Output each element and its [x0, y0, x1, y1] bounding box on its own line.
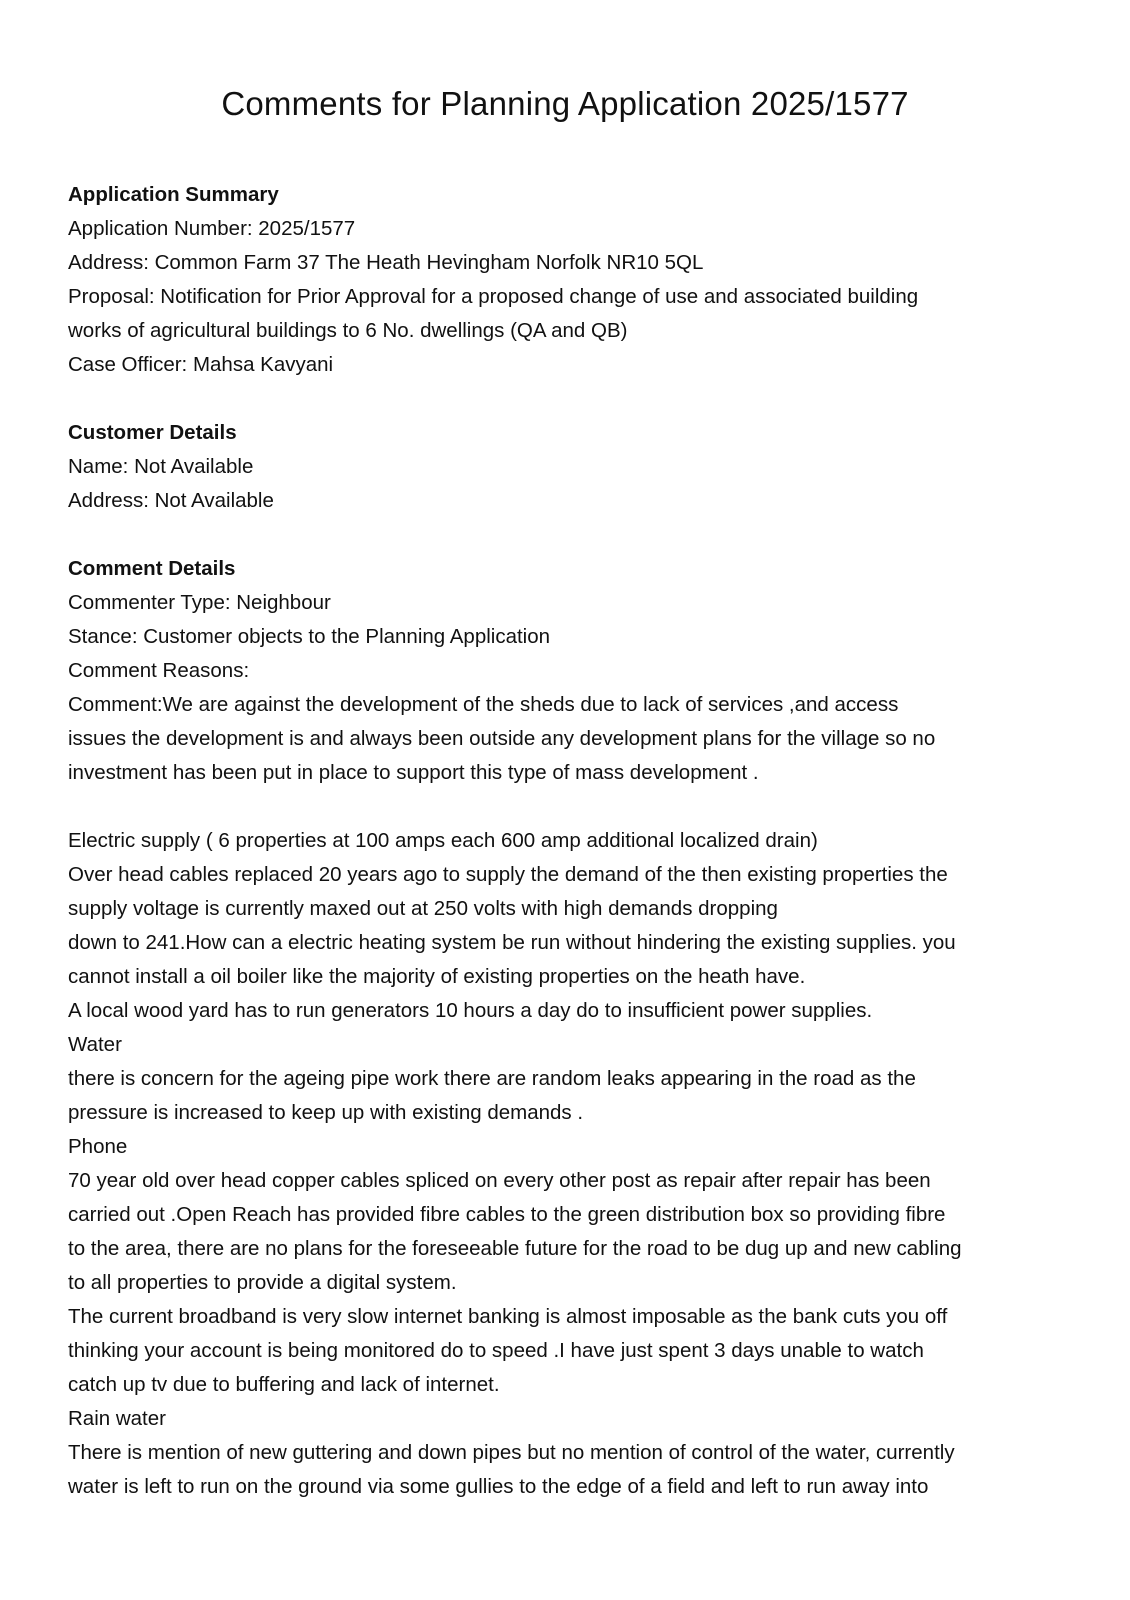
comment-line: 70 year old over head copper cables spliced on every other post as repair after repair has been: [68, 1169, 931, 1192]
comment-line: Comment:We are against the development of the sheds due to lack of services ,and access: [68, 693, 899, 716]
document-body: [68, 178, 1068, 1504]
application-number: Application Number: 2025/1577: [68, 217, 356, 240]
comment-subheading-rain-water: Rain water: [68, 1407, 166, 1430]
comment-line: pressure is increased to keep up with existing demands .: [68, 1101, 584, 1124]
proposal-line-2: works of agricultural buildings to 6 No. dwellings (QA and QB): [68, 319, 628, 342]
comment-line: water is left to run on the ground via some gullies to the edge of a field and left to run away into: [68, 1475, 929, 1498]
comment-details-heading: Comment Details: [68, 557, 236, 580]
comment-line: carried out .Open Reach has provided fibre cables to the green distribution box so providing fibre: [68, 1203, 946, 1226]
comment-line: to the area, there are no plans for the foreseeable future for the road to be dug up and new cabling: [68, 1237, 962, 1260]
comment-line: Electric supply ( 6 properties at 100 amps each 600 amp additional localized drain): [68, 829, 818, 852]
comment-line: issues the development is and always been outside any development plans for the village so no: [68, 727, 936, 750]
page-title: Comments for Planning Application 2025/1577: [221, 85, 909, 122]
application-address: Address: Common Farm 37 The Heath Hevingham Norfolk NR10 5QL: [68, 251, 704, 274]
comment-line: The current broadband is very slow internet banking is almost imposable as the bank cuts you off: [68, 1305, 948, 1328]
proposal-line-1: Proposal: Notification for Prior Approval for a proposed change of use and associated building: [68, 285, 919, 308]
comment-line: There is mention of new guttering and down pipes but no mention of control of the water, currently: [68, 1441, 955, 1464]
section-spacer: [68, 382, 1068, 416]
comment-line: cannot install a oil boiler like the majority of existing properties on the heath have.: [68, 965, 806, 988]
section-spacer: [68, 518, 1068, 552]
comment-subheading-water: Water: [68, 1033, 122, 1056]
customer-details-heading: Customer Details: [68, 421, 237, 444]
paragraph-spacer: [68, 790, 1068, 824]
comment-line: A local wood yard has to run generators 10 hours a day do to insufficient power supplies.: [68, 999, 873, 1022]
customer-name: Name: Not Available: [68, 455, 254, 478]
case-officer: Case Officer: Mahsa Kavyani: [68, 353, 334, 376]
comment-line: down to 241.How can a electric heating system be run without hindering the existing supplies. you: [68, 931, 956, 954]
application-summary-heading: Application Summary: [68, 183, 279, 206]
stance: Stance: Customer objects to the Planning Application: [68, 625, 551, 648]
comment-line: investment has been put in place to support this type of mass development .: [68, 761, 759, 784]
comment-subheading-phone: Phone: [68, 1135, 128, 1158]
comment-line: there is concern for the ageing pipe work there are random leaks appearing in the road as the: [68, 1067, 916, 1090]
comment-line: thinking your account is being monitored do to speed .I have just spent 3 days unable to watch: [68, 1339, 924, 1362]
comment-line: supply voltage is currently maxed out at 250 volts with high demands dropping: [68, 897, 778, 920]
customer-address: Address: Not Available: [68, 489, 274, 512]
comment-line: to all properties to provide a digital system.: [68, 1271, 457, 1294]
comment-reasons: Comment Reasons:: [68, 659, 250, 682]
commenter-type: Commenter Type: Neighbour: [68, 591, 331, 614]
comment-line: catch up tv due to buffering and lack of internet.: [68, 1373, 500, 1396]
comment-line: Over head cables replaced 20 years ago to supply the demand of the then existing properties the: [68, 863, 948, 886]
